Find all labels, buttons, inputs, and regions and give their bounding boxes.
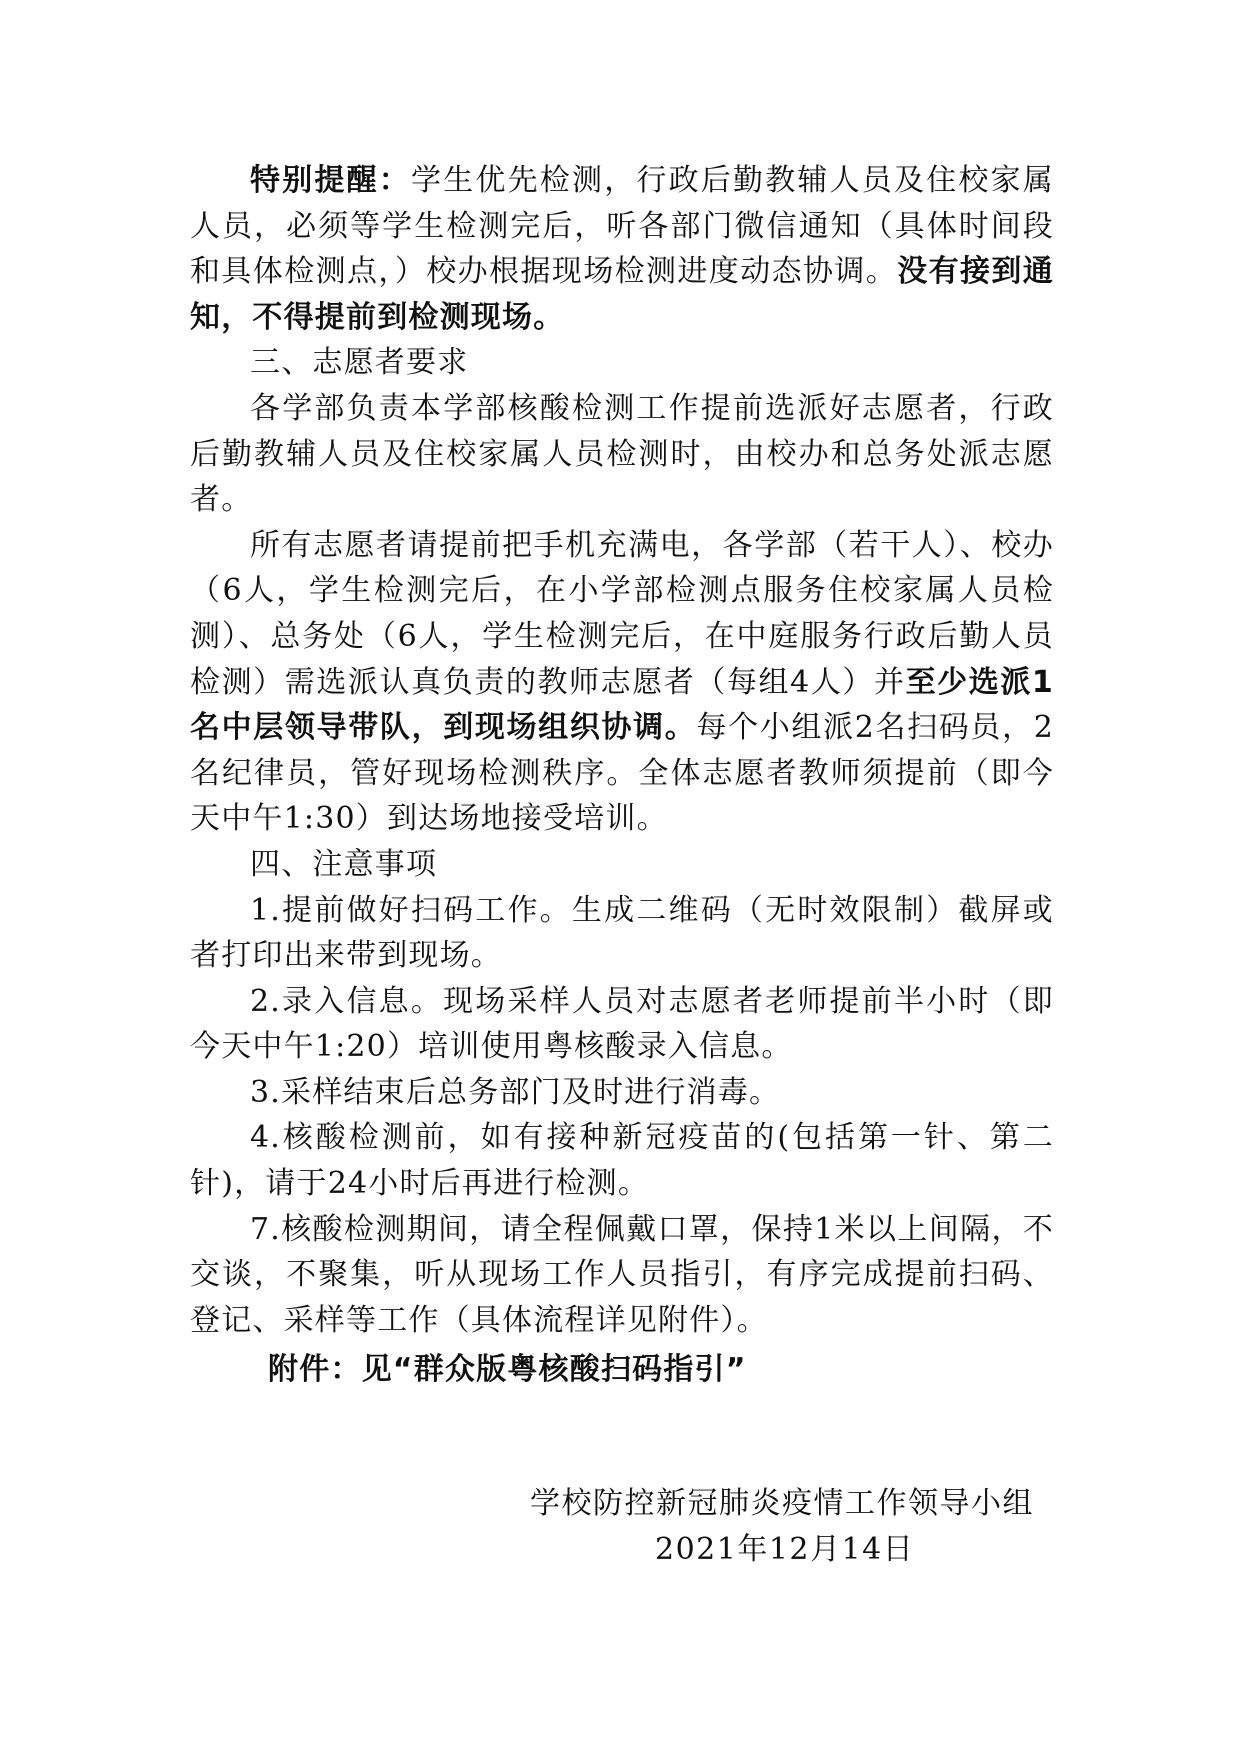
- notes-item: 7.核酸检测期间，请全程佩戴口罩，保持1米以上间隔，不交谈，不聚集，听从现场工作人员指引，有序完成提前扫码、登记、采样等工作（具体流程详见附件）。: [190, 1211, 1054, 1338]
- signature-date: 2021年12月14日: [655, 1532, 915, 1567]
- volunteers-paragraph-1: 各学部负责本学部核酸检测工作提前选派好志愿者，行政后勤教辅人员及住校家属人员检测时，由校办和总务处派志愿者。: [190, 390, 1054, 518]
- document-body: [190, 158, 1054, 1343]
- special-reminder-text: 学生优先检测，行政后勤教辅人员及住校家属人员，必须等学生检测完后，听各部门微信通知（具体时间段和具体检测点，）校办根据现场检测进度动态协调。: [190, 163, 1054, 290]
- special-reminder-emphasis: 没有接到通知，不得提前到检测现场。: [190, 254, 1055, 335]
- section-heading-notes: 四、注意事项: [250, 846, 438, 882]
- volunteers-paragraph-2-tail: 每个小组派2名扫码员，2名纪律员，管好现场检测秩序。全体志愿者教师须提前（即今天中午1:30）到达场地接受培训。: [190, 710, 1055, 837]
- notes-item: 1.提前做好扫码工作。生成二维码（无时效限制）截屏或者打印出来带到现场。: [190, 892, 1054, 974]
- attachment-note: 附件：见“群众版粤核酸扫码指引”: [268, 1352, 747, 1387]
- signature-organization: 学校防控新冠肺炎疫情工作领导小组: [530, 1486, 1034, 1521]
- volunteers-paragraph-2-emphasis: 至少选派1名中层领导带队，到现场组织协调。: [190, 664, 1054, 746]
- special-reminder-paragraph: [190, 158, 1054, 340]
- special-reminder-label: 特别提醒：: [250, 163, 411, 198]
- section-heading-volunteers: 三、志愿者要求: [250, 345, 469, 381]
- volunteers-paragraph-2-text: 所有志愿者请提前把手机充满电，各学部（若干人）、校办（6人，学生检测完后，在小学部检测点服务住校家属人员检测）、总务处（6人，学生检测完后，在中庭服务行政后勤人员检测）需选派认真负责的教师志愿者（每组4人）并: [190, 527, 1054, 700]
- notes-item: 3.采样结束后总务部门及时进行消毒。: [250, 1074, 781, 1110]
- notes-item: 2.录入信息。现场采样人员对志愿者老师提前半小时（即今天中午1:20）培训使用粤核酸录入信息。: [190, 983, 1054, 1065]
- volunteers-paragraph-2: [190, 523, 1054, 842]
- notes-item: 4.核酸检测前，如有接种新冠疫苗的(包括第一针、第二针)，请于24小时后再进行检测。: [190, 1120, 1054, 1202]
